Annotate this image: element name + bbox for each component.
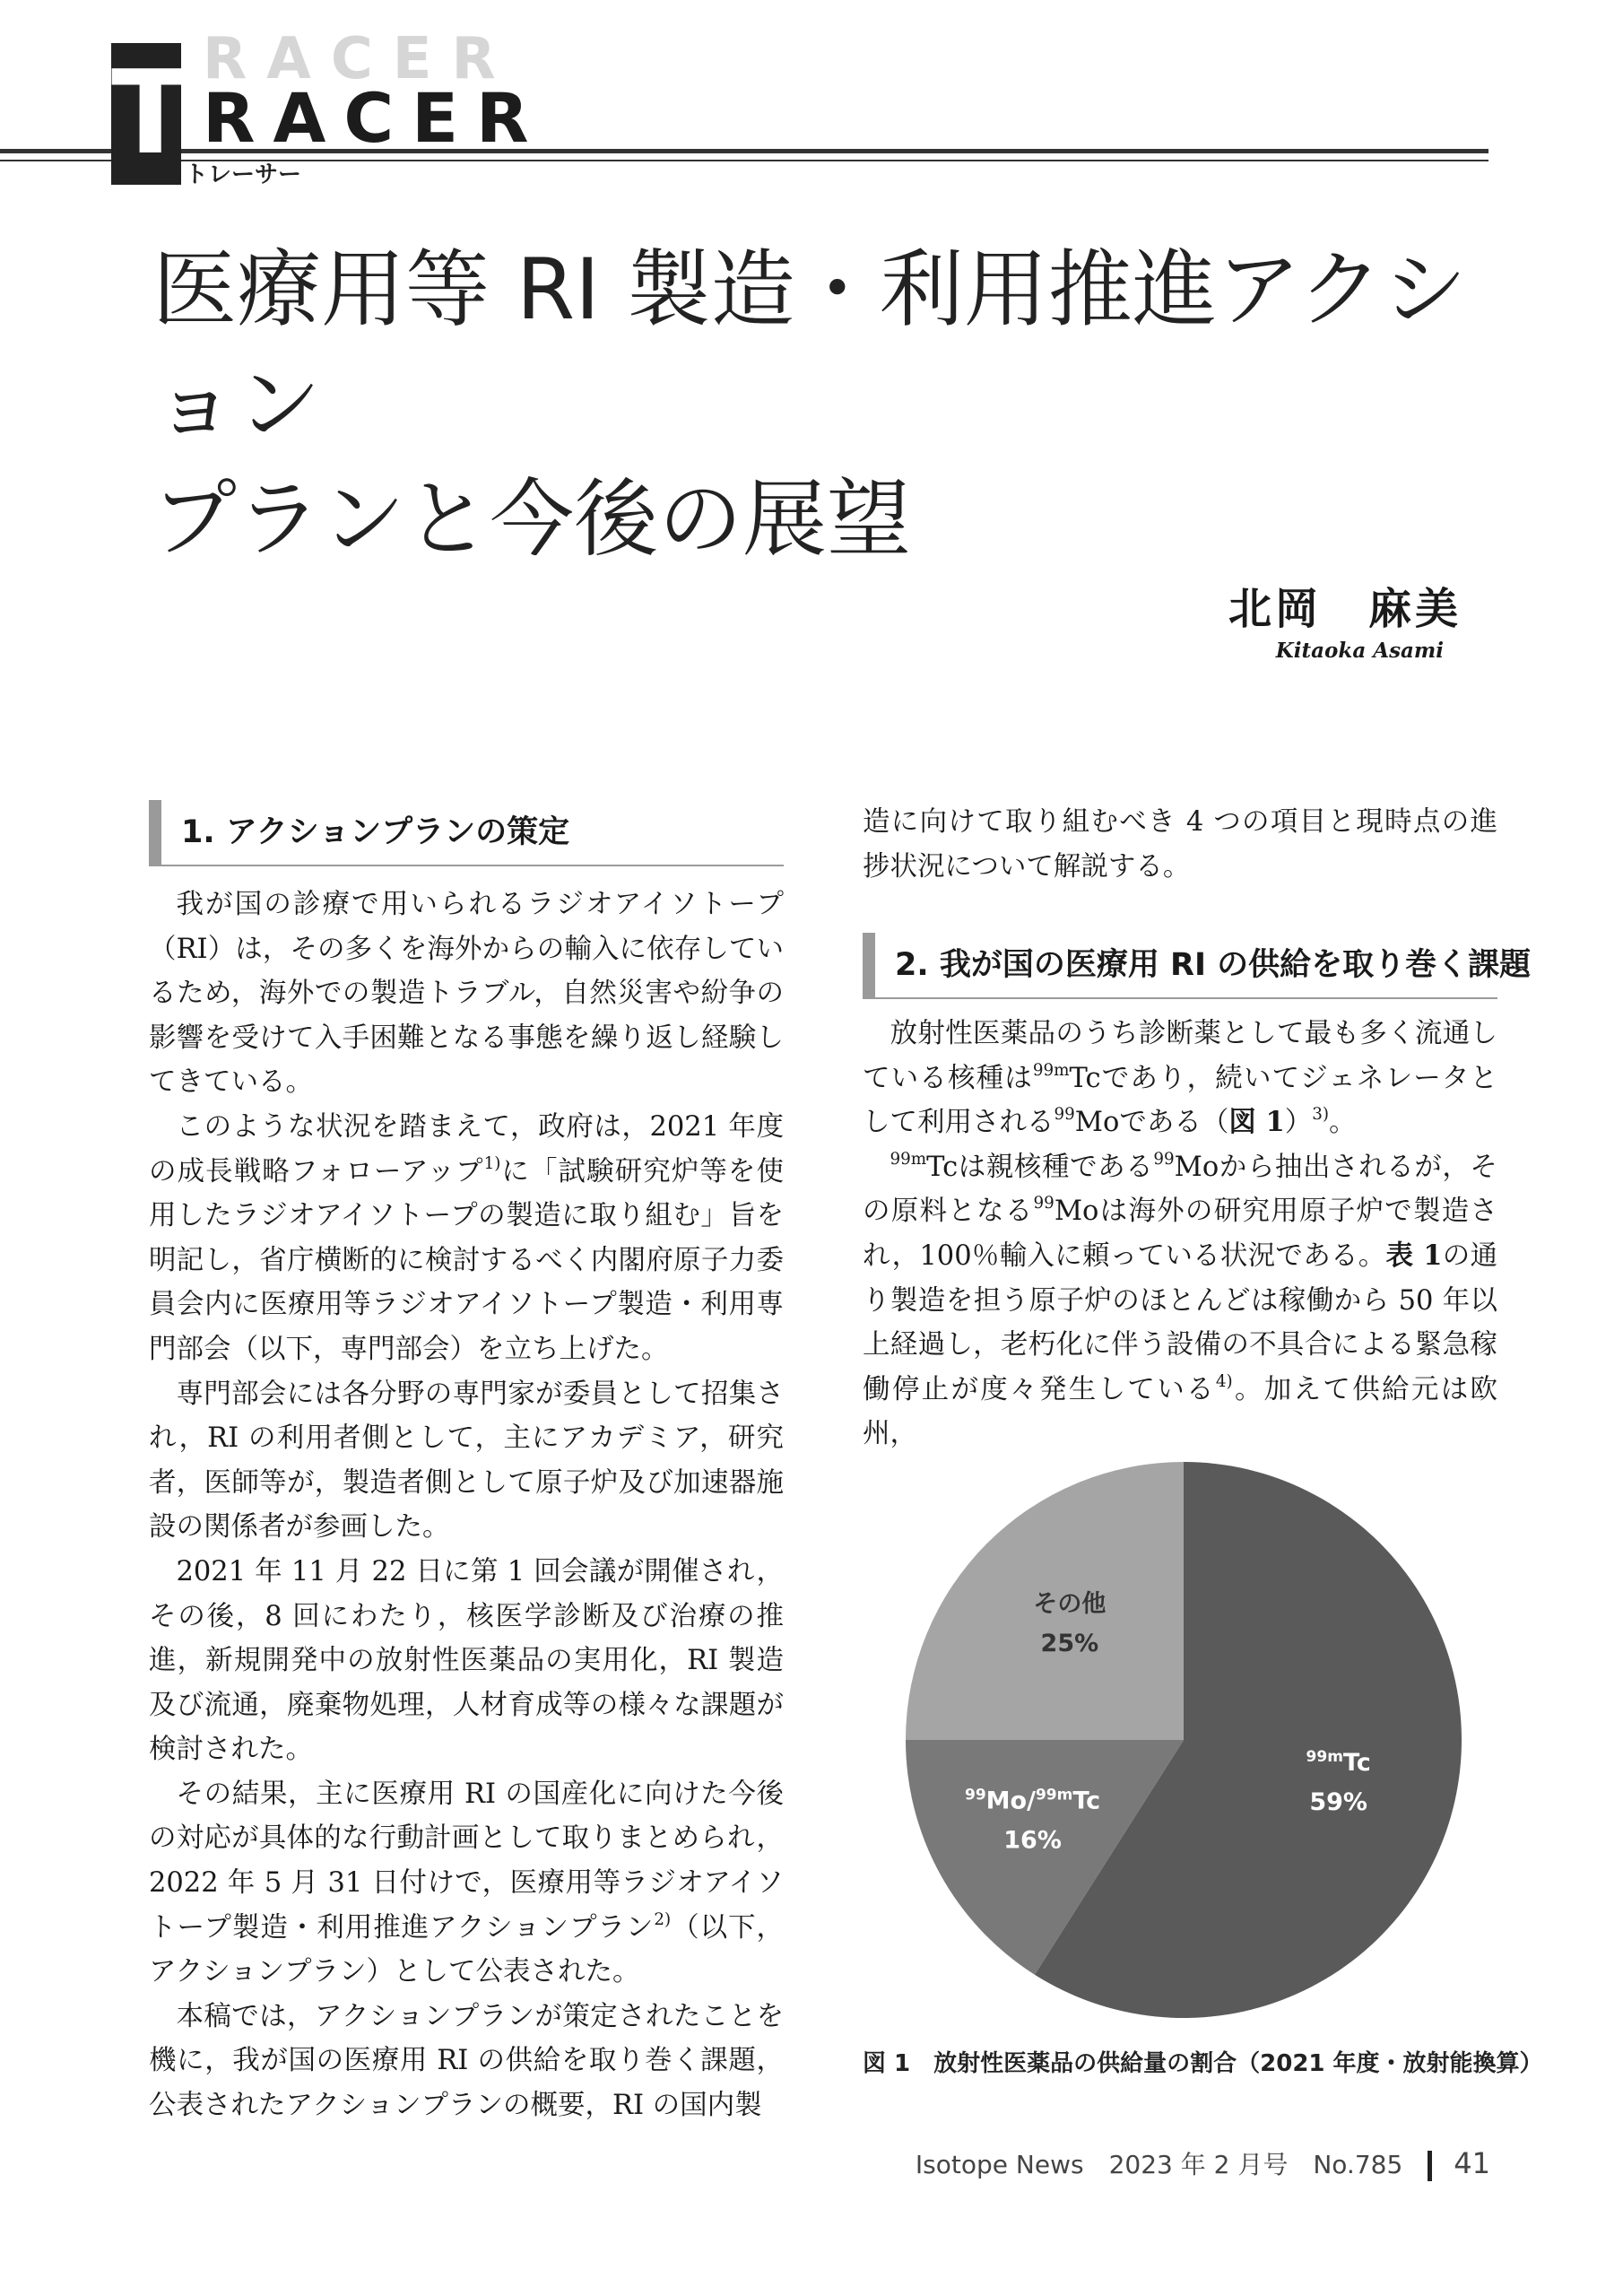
section-2-heading bbox=[863, 933, 1532, 999]
reference-mark: 3) bbox=[1312, 1105, 1329, 1125]
pie-slice-value: 25% bbox=[1040, 1629, 1099, 1657]
section-1-heading bbox=[149, 800, 784, 866]
reference-mark: 2) bbox=[654, 1909, 672, 1929]
pie-slice-value: 59% bbox=[1309, 1788, 1367, 1817]
reference-mark: 4) bbox=[1215, 1371, 1233, 1391]
heading-bar bbox=[149, 800, 161, 865]
section-1-paragraph-6: 本稿では，アクションプランが策定されたことを機に，我が国の医療用 RI の供給を取り巻く課題，公表されたアクションプランの概要，RI の国内製 bbox=[149, 2000, 784, 2122]
logo-subtitle: トレーサー bbox=[185, 161, 302, 188]
pie-chart bbox=[888, 1453, 1480, 2027]
section-1-heading-text: 1. アクションプランの策定 bbox=[181, 814, 570, 850]
article-title bbox=[152, 233, 1515, 578]
table-reference: 表 1 bbox=[1385, 1239, 1443, 1272]
figure-caption: 図 1 放射性医薬品の供給量の割合（2021 年度・放射能換算） bbox=[863, 2050, 1543, 2077]
page-number: 41 bbox=[1454, 2146, 1490, 2180]
logo-letter-box: T bbox=[111, 43, 181, 185]
logo-shadow-text: RACER bbox=[203, 26, 516, 92]
author-name-english: Kitaoka Asami bbox=[1275, 639, 1444, 663]
section-2-paragraph-1: 放射性医薬品のうち診断薬として最も多く流通している核種は$^{99m}$Tcであり，続いてジェネレータとして利用される$^{99}$Moである（図 1）$^{3)}$。 bbox=[863, 1018, 1498, 1139]
issue-number: No.785 bbox=[1313, 2150, 1403, 2179]
pie-slice-label: $^{99m}$Tc bbox=[1306, 1748, 1371, 1778]
section-1-paragraph-5: その結果，主に医療用 RI の国産化に向けた今後の対応が具体的な行動計画として取りまとめられ，2022 年 5 月 31 日付けで，医療用等ラジオアイソトープ製造・利用推進アクションプラン$^{2)}$（以下，アクションプラン）として公表された。 bbox=[149, 1778, 785, 1988]
section-2-body bbox=[863, 1012, 1497, 1457]
pie-slice-label: $^{99}$Mo/$^{99m}$Tc bbox=[964, 1786, 1101, 1815]
left-column bbox=[149, 883, 784, 2128]
section-2-heading-text: 2. 我が国の医療用 RI の供給を取り巻く課題 bbox=[895, 947, 1532, 983]
right-column-continuation bbox=[863, 800, 1497, 889]
title-line-1: 医療用等 RI 製造・利用推進アクション bbox=[152, 241, 1467, 454]
section-2-paragraph-2: $^{99m}$Tcは親核種である$^{99}$Moから抽出されるが，その原料となる$^{99}$Moは海外の研究用原子炉で製造され，100％輸入に頼っている状況である。表 1の通り製造を担う原子炉のほとんどは稼働から 50 年以上経過し，老朽化に伴う設備の不具合による緊急稼働停止が度々発生している$^{4)}$。加えて供給元は欧州， bbox=[863, 1149, 1498, 1450]
section-1-paragraph-3: 専門部会には各分野の専門家が委員として招集され，RI の利用者側として，主にアカデミア，研究者，医師等が，製造者側として原子炉及び加速器施設の関係者が参画した。 bbox=[149, 1378, 784, 1544]
section-1-paragraph-2: このような状況を踏まえて，政府は，2021 年度の成長戦略フォローアップ$^{1)}$に「試験研究炉等を使用したラジオアイソトープの製造に取り組む」旨を明記し，省庁横断的に検討するべく内閣府原子力委員会内に医療用等ラジオアイソトープ製造・利用専門部会（以下，専門部会）を立ち上げた。 bbox=[149, 1110, 784, 1365]
issue-date: 2023 年 2 月号 bbox=[1108, 2150, 1289, 2179]
footer-separator bbox=[1428, 2151, 1432, 2181]
author-name-japanese: 北岡 麻美 bbox=[1228, 584, 1462, 634]
logo-word: RACER bbox=[203, 78, 547, 158]
section-1-paragraph-4: 2021 年 11 月 22 日に第 1 回会議が開催され，その後，8 回にわたり，核医学診断及び治療の推進，新規開発中の放射性医薬品の実用化，RI 製造及び流通，廃棄物処理，人材育成等の様々な課題が検討された。 bbox=[149, 1555, 784, 1766]
heading-bar bbox=[863, 933, 875, 997]
page-footer bbox=[916, 2145, 1490, 2181]
section-1-paragraph-6-continued: 造に向けて取り組むべき 4 つの項目と現時点の進捗状況について解説する。 bbox=[863, 806, 1497, 883]
pie-slice-value: 16% bbox=[1003, 1826, 1062, 1855]
pie-slice-label: その他 bbox=[1033, 1589, 1107, 1618]
title-line-2: プランと今後の展望 bbox=[152, 471, 912, 569]
reference-mark: 1) bbox=[483, 1153, 501, 1173]
figure-reference: 図 1 bbox=[1228, 1106, 1285, 1139]
journal-name: Isotope News bbox=[915, 2150, 1084, 2179]
section-1-paragraph-1: 我が国の診療で用いられるラジオアイソトープ（RI）は，その多くを海外からの輸入に依存しているため，海外での製造トラブル，自然災害や紛争の影響を受けて入手困難となる事態を繰り返し経験してきている。 bbox=[149, 889, 784, 1099]
